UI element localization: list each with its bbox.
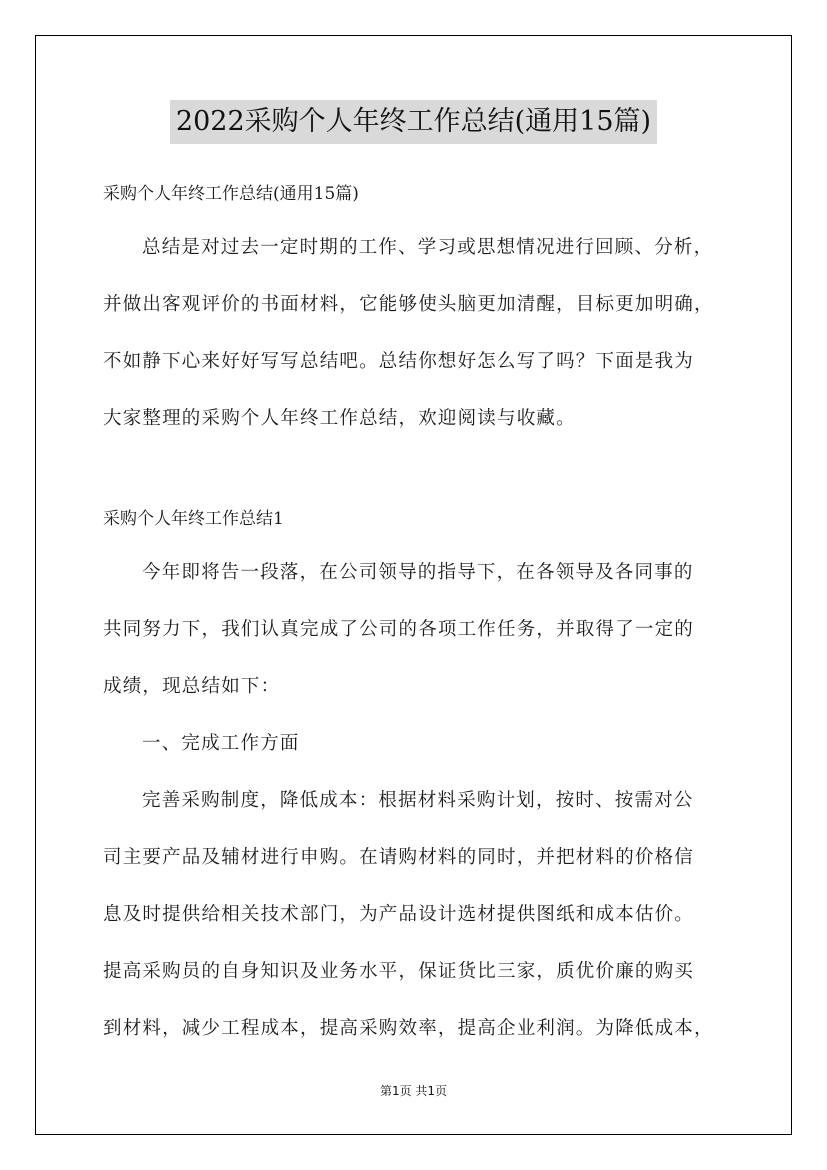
paragraph-line: 完善采购制度，降低成本：根据材料采购计划，按时、按需对公 [142, 790, 694, 811]
paragraph-line: 到材料，减少工程成本，提高采购效率，提高企业利润。为降低成本， [103, 1018, 714, 1039]
title-container [0, 100, 827, 144]
section-paragraph-1 [103, 544, 743, 1057]
paragraph-line: 提高采购员的自身知识及业务水平，保证货比三家，质优价廉的购买 [103, 961, 695, 982]
paragraph-line: 共同努力下，我们认真完成了公司的各项工作任务，并取得了一定的 [103, 619, 695, 640]
intro-paragraph [103, 219, 743, 447]
document-title: 2022采购个人年终工作总结(通用15篇) [170, 100, 657, 144]
heading-completed-work: 一、完成工作方面 [142, 733, 300, 754]
document-subtitle: 采购个人年终工作总结(通用15篇) [103, 184, 359, 204]
section-title: 采购个人年终工作总结1 [103, 509, 284, 529]
intro-line: 并做出客观评价的书面材料，它能够使头脑更加清醒，目标更加明确， [103, 294, 714, 315]
page-number: 第1页 共1页 [379, 1084, 448, 1098]
paragraph-line: 息及时提供给相关技术部门，为产品设计选材提供图纸和成本估价。 [103, 904, 695, 925]
paragraph-line: 今年即将告一段落，在公司领导的指导下，在各领导及各同事的 [142, 562, 694, 583]
paragraph-line: 成绩，现总结如下： [103, 676, 281, 697]
intro-line: 大家整理的采购个人年终工作总结，欢迎阅读与收藏。 [103, 408, 576, 429]
paragraph-line: 司主要产品及辅材进行申购。在请购材料的同时，并把材料的价格信 [103, 847, 695, 868]
intro-line: 不如静下心来好好写写总结吧。总结你想好怎么写了吗？下面是我为 [103, 351, 695, 372]
intro-line: 总结是对过去一定时期的工作、学习或思想情况进行回顾、分析， [142, 237, 714, 258]
